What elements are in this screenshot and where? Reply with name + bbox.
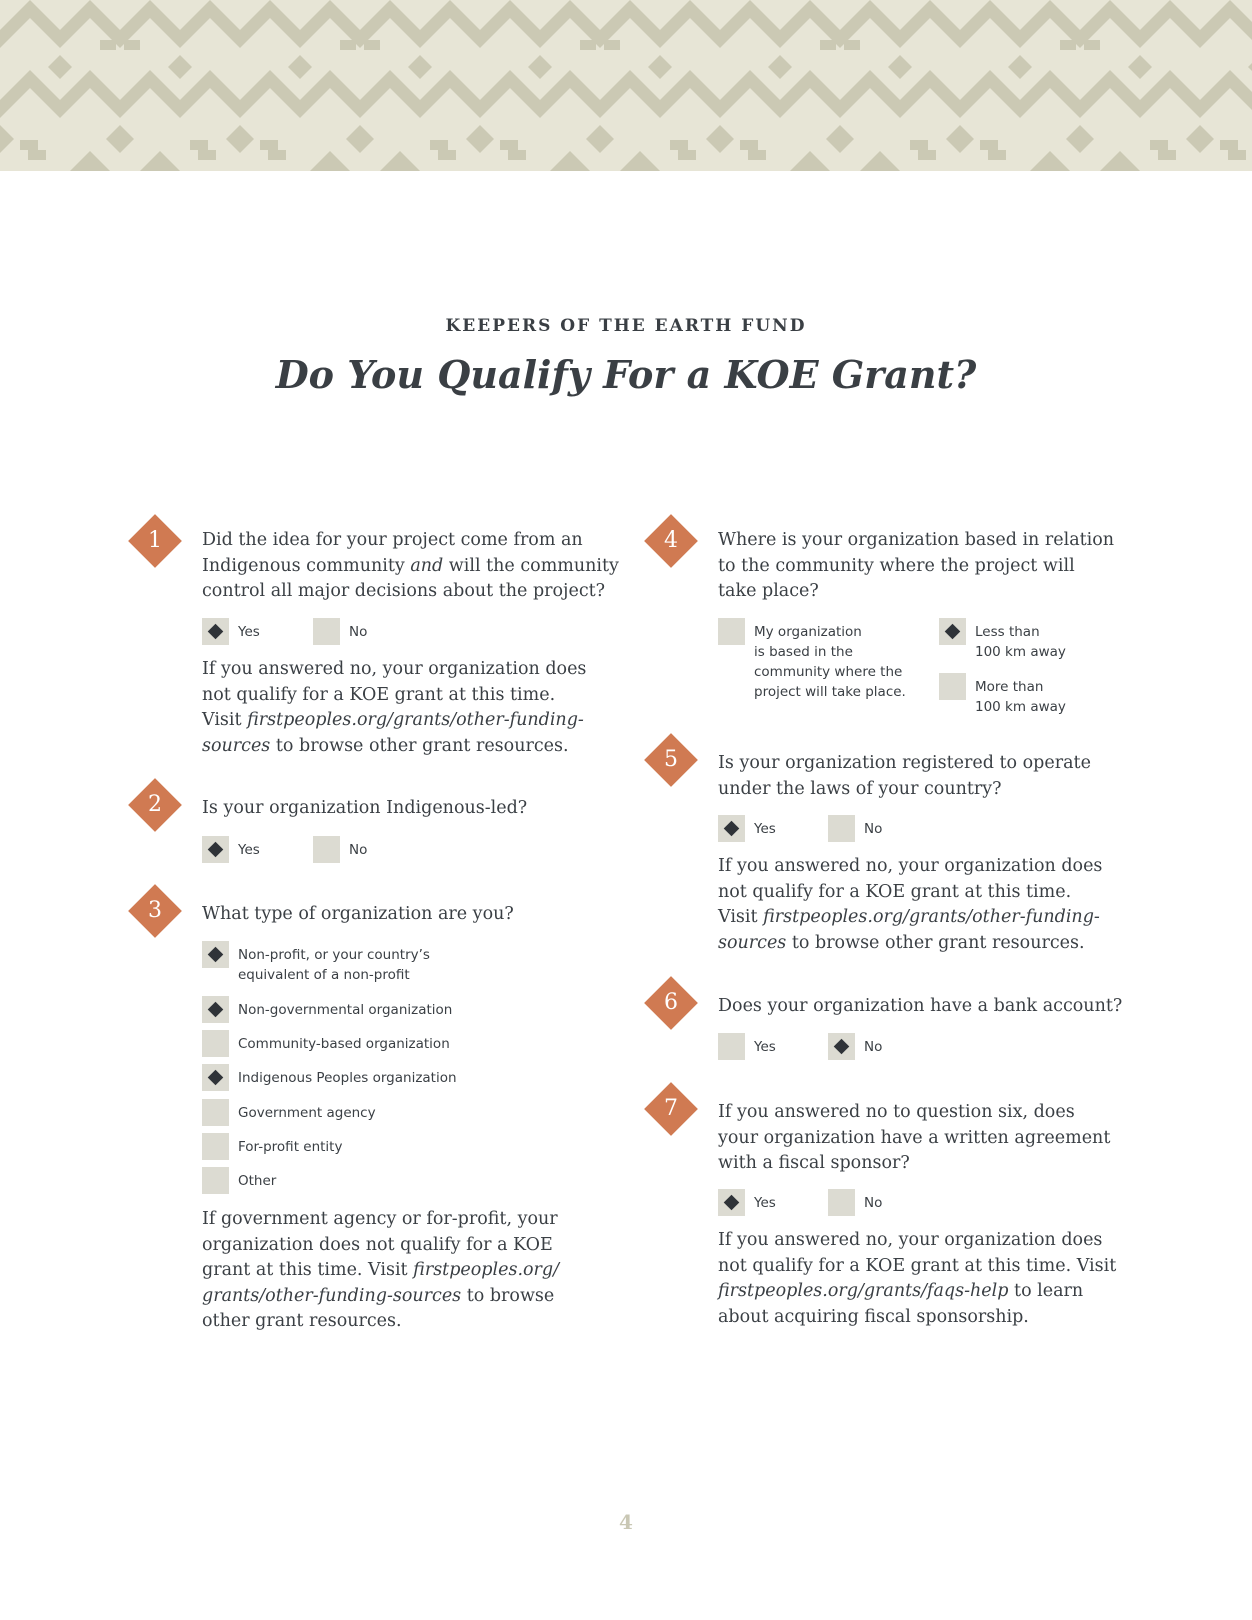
header-pattern-banner xyxy=(0,0,1252,171)
resource-link[interactable]: firstpeoples.org/grants/faqs-help xyxy=(718,1281,1009,1301)
checkbox[interactable] xyxy=(202,996,229,1023)
page-number: 4 xyxy=(619,1510,633,1534)
resource-link[interactable]: firstpeoples.org/ grants/other-funding-sources xyxy=(202,1260,560,1306)
q4-option-based-in-community[interactable] xyxy=(718,618,906,702)
option-label: My organization is based in the community where the project will take place. xyxy=(754,624,906,700)
checkbox[interactable] xyxy=(718,1189,745,1216)
q1-option-yes[interactable] xyxy=(202,618,260,645)
checkbox[interactable] xyxy=(718,618,745,645)
disqualify-note: If you answered no, your organization does not qualify for a KOE grant at this time. Visit firstpeoples.org/grants/other-funding-sources to browse other grant resources. xyxy=(718,856,1103,953)
q4-option-more-than-100km[interactable] xyxy=(939,673,1066,717)
checkbox[interactable] xyxy=(939,618,966,645)
option-label: Yes xyxy=(754,821,776,837)
q3-option-indigenous-peoples[interactable] xyxy=(202,1064,457,1091)
question-text: Did the idea for your project come from an Indigenous community and will the community control all major decisions about the project? xyxy=(202,530,619,601)
option-label: Less than 100 km away xyxy=(975,624,1066,660)
checkbox[interactable] xyxy=(202,941,229,968)
checkbox[interactable] xyxy=(828,1033,855,1060)
disqualify-note: If government agency or for-profit, your organization does not qualify for a KOE grant at this time. Visit firstpeoples.org/ grants/other-funding-sources to browse other grant resources. xyxy=(202,1209,560,1331)
q7-option-no[interactable] xyxy=(828,1189,882,1216)
q3-option-for-profit[interactable] xyxy=(202,1133,342,1160)
question-number: 5 xyxy=(664,747,678,772)
resource-link[interactable]: firstpeoples.org/grants/other-funding-sources xyxy=(202,710,584,756)
checkbox[interactable] xyxy=(202,1064,229,1091)
q5-option-yes[interactable] xyxy=(718,815,776,842)
q2-option-no[interactable] xyxy=(313,836,367,863)
disqualify-note: If you answered no, your organization does not qualify for a KOE grant at this time. Visit firstpeoples.org/grants/other-funding-sources to browse other grant resources. xyxy=(202,659,587,756)
option-label: Community-based organization xyxy=(238,1036,450,1052)
woven-pattern-graphic xyxy=(0,0,1252,171)
checkbox[interactable] xyxy=(828,1189,855,1216)
question-number: 3 xyxy=(148,898,162,923)
option-label: Yes xyxy=(754,1039,776,1055)
checkbox[interactable] xyxy=(718,1033,745,1060)
checkbox[interactable] xyxy=(202,836,229,863)
q6-option-yes[interactable] xyxy=(718,1033,776,1060)
checkbox[interactable] xyxy=(202,618,229,645)
q6-option-no[interactable] xyxy=(828,1033,882,1060)
question-number: 6 xyxy=(664,990,678,1015)
disqualify-note: If you answered no, your organization does not qualify for a KOE grant at this time. Visit firstpeoples.org/grants/faqs-help to learn about acquiring fiscal sponsorship. xyxy=(718,1230,1117,1327)
option-label: No xyxy=(864,821,883,837)
checkbox[interactable] xyxy=(202,1167,229,1194)
option-label: More than 100 km away xyxy=(975,679,1066,715)
option-label: No xyxy=(864,1039,883,1055)
checkbox[interactable] xyxy=(202,1030,229,1057)
checkbox[interactable] xyxy=(828,815,855,842)
option-label: Government agency xyxy=(238,1105,376,1121)
q2-option-yes[interactable] xyxy=(202,836,260,863)
option-label: No xyxy=(349,842,368,858)
question-text: Is your organization registered to operate under the laws of your country? xyxy=(718,753,1091,799)
checkbox[interactable] xyxy=(939,673,966,700)
question-number: 7 xyxy=(664,1096,678,1121)
q3-option-ngo[interactable] xyxy=(202,996,452,1023)
question-number: 1 xyxy=(148,528,162,553)
q3-option-government[interactable] xyxy=(202,1099,376,1126)
q3-option-nonprofit[interactable] xyxy=(202,941,430,985)
checkbox[interactable] xyxy=(313,836,340,863)
q4-option-less-than-100km[interactable] xyxy=(939,618,1066,662)
question-number: 4 xyxy=(664,528,678,553)
checkbox[interactable] xyxy=(313,618,340,645)
option-label: Indigenous Peoples organization xyxy=(238,1070,457,1086)
question-text: What type of organization are you? xyxy=(202,904,514,924)
fund-kicker: KEEPERS OF THE EARTH FUND xyxy=(445,316,807,336)
option-label: No xyxy=(864,1195,883,1211)
q3-option-community-based[interactable] xyxy=(202,1030,450,1057)
option-label: Non-profit, or your country’s equivalent of a non-profit xyxy=(238,947,430,983)
option-label: For-profit entity xyxy=(238,1139,343,1155)
question-text: If you answered no to question six, does your organization have a written agreement with a fiscal sponsor? xyxy=(718,1102,1111,1173)
q1-option-no[interactable] xyxy=(313,618,367,645)
checkbox[interactable] xyxy=(202,1133,229,1160)
resource-link[interactable]: firstpeoples.org/grants/other-funding-sources xyxy=(718,907,1100,953)
page-title: Do You Qualify For a KOE Grant? xyxy=(275,352,977,397)
checkbox[interactable] xyxy=(202,1099,229,1126)
checkbox[interactable] xyxy=(718,815,745,842)
option-label: Yes xyxy=(238,842,260,858)
question-text: Does your organization have a bank account? xyxy=(718,996,1123,1016)
q5-option-no[interactable] xyxy=(828,815,882,842)
q7-option-yes[interactable] xyxy=(718,1189,776,1216)
option-label: Yes xyxy=(754,1195,776,1211)
q3-option-other[interactable] xyxy=(202,1167,276,1194)
option-label: Non-governmental organization xyxy=(238,1002,453,1018)
question-number: 2 xyxy=(148,792,162,817)
option-label: Other xyxy=(238,1173,277,1189)
option-label: Yes xyxy=(238,624,260,640)
option-label: No xyxy=(349,624,368,640)
question-text: Is your organization Indigenous-led? xyxy=(202,798,528,818)
question-text: Where is your organization based in relation to the community where the project will take place? xyxy=(718,530,1115,601)
